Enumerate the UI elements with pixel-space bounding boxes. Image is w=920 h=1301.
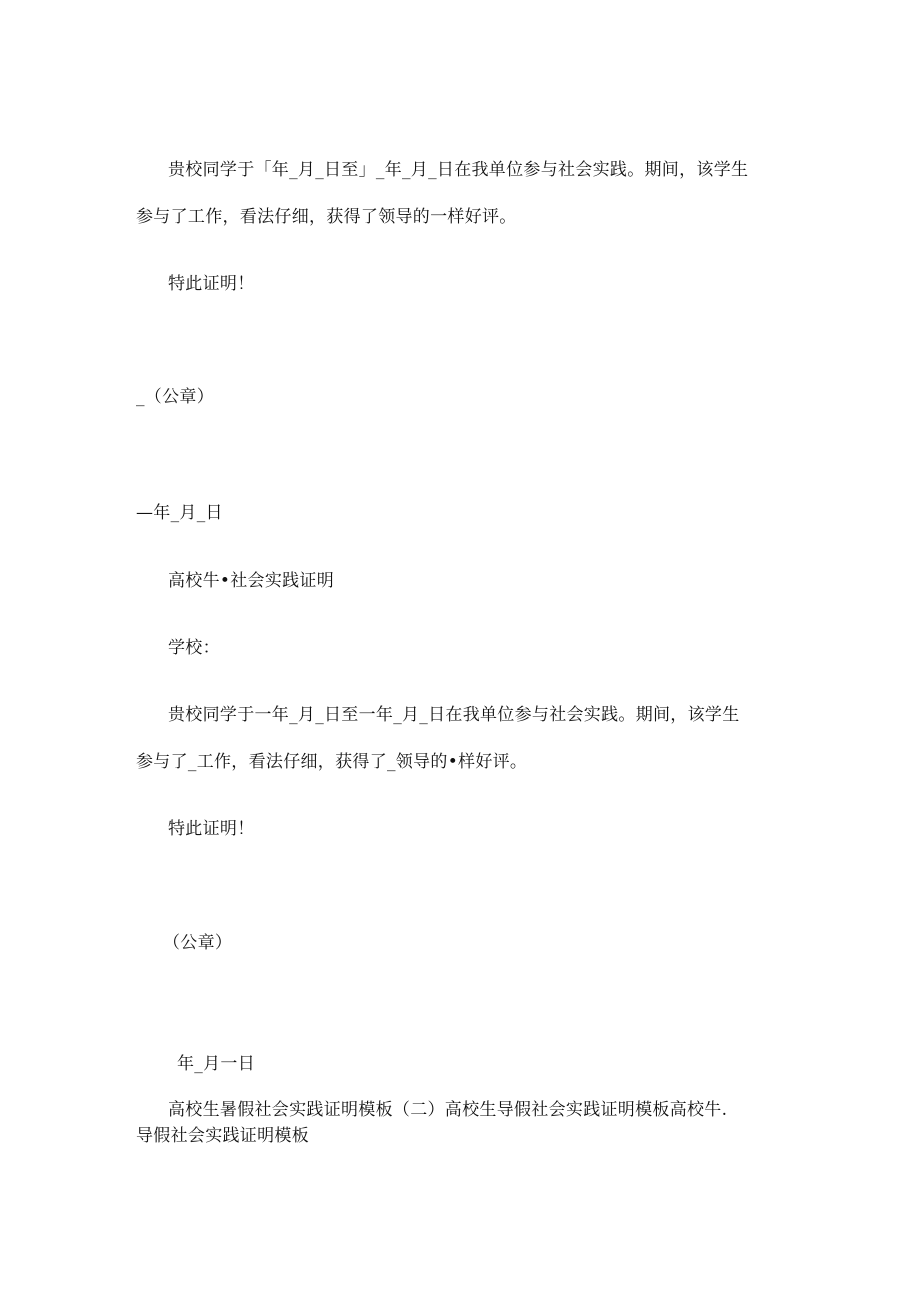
body-line-2: 参与了工作，看法仔细，获得了领导的一样好评。 [136, 207, 517, 227]
seal-label: （公章） [163, 933, 233, 953]
body-line-1: 贵校同学于「年_月_日至」_年_月_日在我单位参与社会实践。期间，该学生 [168, 160, 749, 180]
closing-text: 特此证明！ [168, 819, 255, 839]
date-line: 年_月一日 [177, 1054, 255, 1074]
closing-text: 特此证明！ [168, 274, 255, 294]
body-line-1: 贵校同学于一年_月_日至一年_月_日在我单位参与社会实践。期间，该学生 [168, 705, 740, 725]
footer-line-1: 高校生暑假社会实践证明模板（二）高校生导假社会实践证明模板高校牛. [168, 1100, 728, 1120]
seal-label: _（公章） [136, 387, 214, 407]
certificate-title: 高校牛•社会实践证明 [168, 571, 335, 591]
salutation: 学校： [168, 638, 220, 658]
date-line: —年_月_日 [136, 503, 223, 523]
footer-line-2: 导假社会实践证明模板 [136, 1126, 309, 1146]
body-line-2: 参与了_工作，看法仔细，获得了_领导的•样好评。 [136, 752, 528, 772]
